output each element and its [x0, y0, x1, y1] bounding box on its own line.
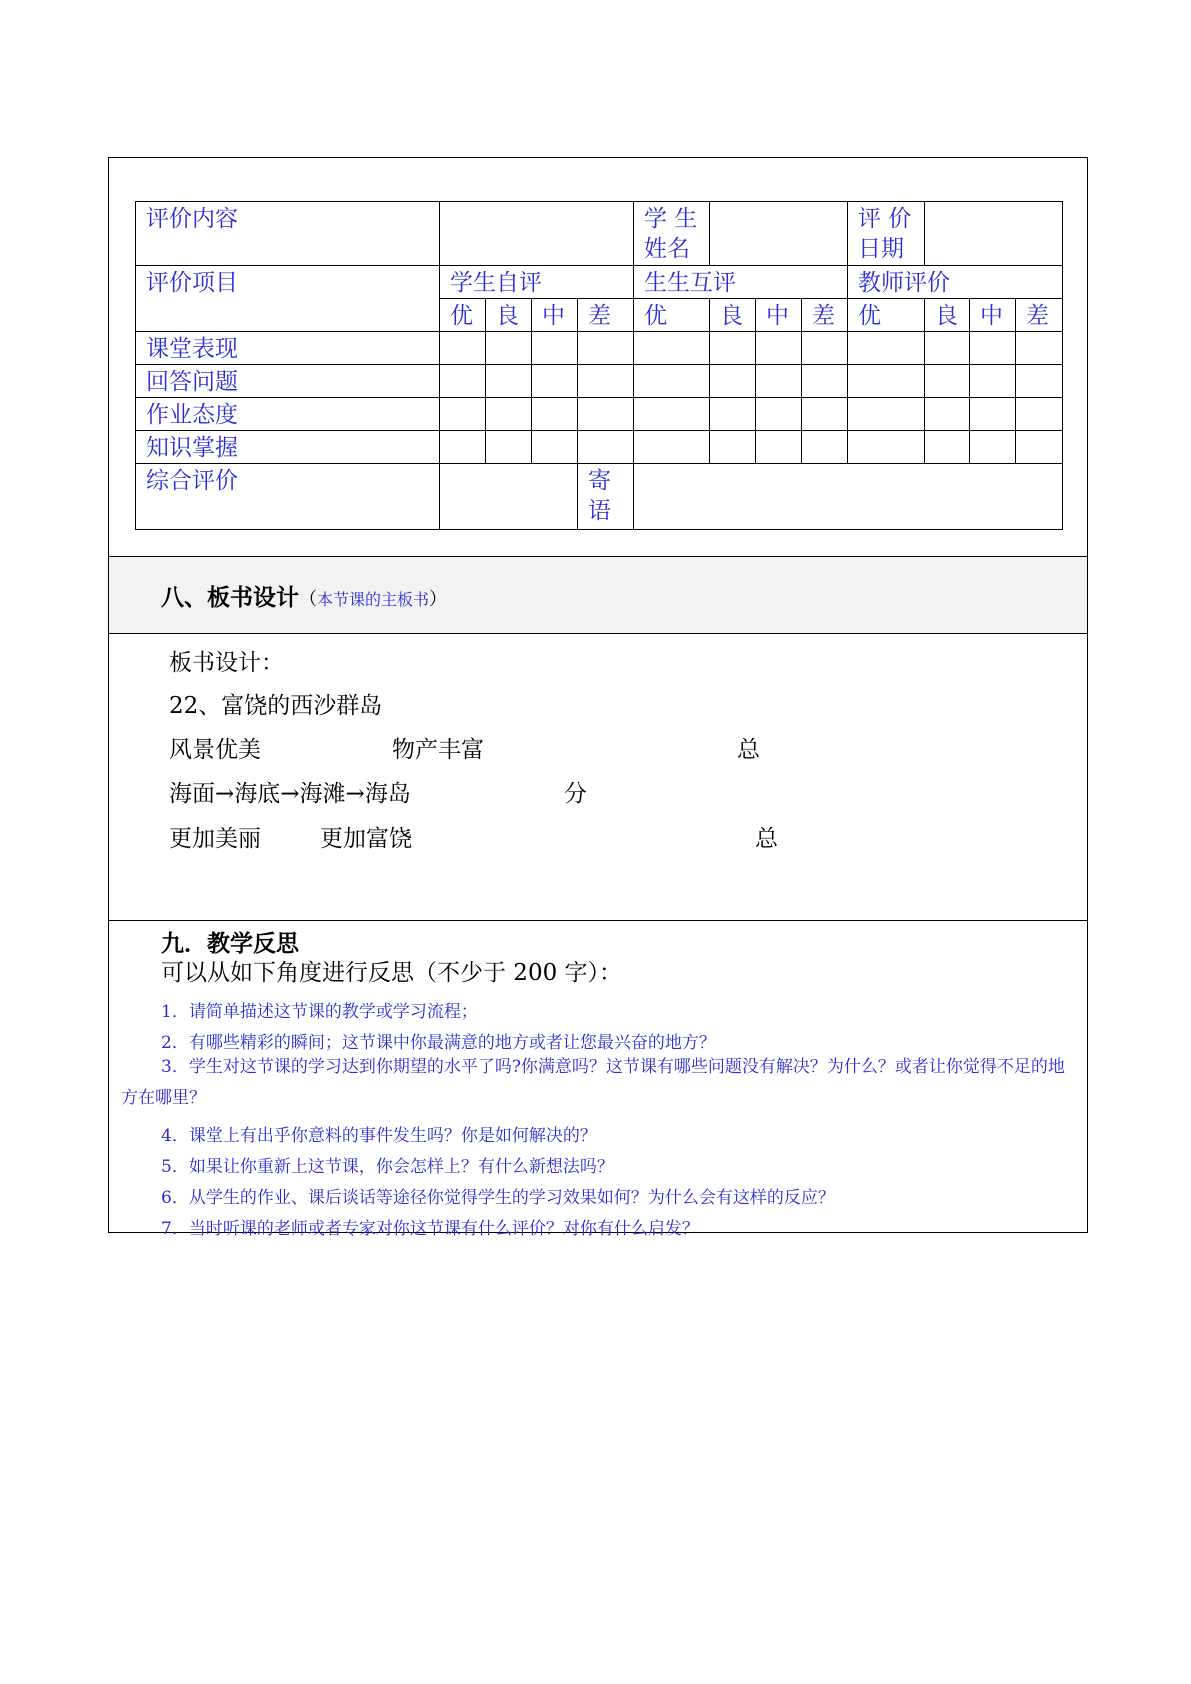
date-label: 评 价 日期	[848, 202, 925, 266]
grade-cell[interactable]	[1016, 332, 1063, 365]
grade-cell[interactable]	[848, 365, 925, 398]
row-label: 回答问题	[136, 365, 440, 398]
reflection-item: 3．学生对这节课的学习达到你期望的水平了吗?你满意吗？这节课有哪些问题没有解决？为什么？或者让你觉得不足的地方在哪里？	[121, 1057, 1065, 1108]
grade-cell[interactable]	[848, 332, 925, 365]
summary-value-cell[interactable]	[440, 464, 578, 530]
grade-cell[interactable]	[1016, 431, 1063, 464]
table-row	[136, 365, 1063, 398]
grade-cell[interactable]	[578, 365, 634, 398]
grade-cell[interactable]	[710, 431, 756, 464]
date-cell[interactable]	[925, 202, 1063, 266]
group-peer-eval: 生生互评	[634, 266, 848, 299]
reflection-item: 6．从学生的作业、课后谈话等途径你觉得学生的学习效果如何？为什么会有这样的反应？	[161, 1188, 835, 1208]
board-design-note: 本节课的主板书	[317, 590, 430, 609]
grade-cell[interactable]	[532, 398, 578, 431]
grade-poor: 差	[578, 299, 634, 332]
table-row	[136, 398, 1063, 431]
grade-average: 中	[756, 299, 802, 332]
table-row	[136, 431, 1063, 464]
grade-cell[interactable]	[486, 431, 532, 464]
grade-cell[interactable]	[440, 398, 486, 431]
grade-cell[interactable]	[802, 398, 848, 431]
message-label: 寄 语	[578, 464, 634, 530]
grade-cell[interactable]	[634, 431, 710, 464]
board-design-header	[109, 557, 1087, 634]
grade-cell[interactable]	[578, 398, 634, 431]
summary-label: 综合评价	[136, 464, 440, 530]
grade-cell[interactable]	[970, 365, 1016, 398]
grade-cell[interactable]	[756, 398, 802, 431]
grade-cell[interactable]	[925, 398, 970, 431]
grade-excellent: 优	[848, 299, 925, 332]
grade-good: 良	[486, 299, 532, 332]
reflection-item: 7．当时听课的老师或者专家对你这节课有什么评价？对你有什么启发？	[161, 1219, 699, 1239]
grade-excellent: 优	[634, 299, 710, 332]
grade-cell[interactable]	[578, 431, 634, 464]
reflection-item: 1．请简单描述这节课的教学或学习流程；	[161, 1002, 478, 1022]
row-label: 课堂表现	[136, 332, 440, 365]
student-name-label: 学 生 姓名	[634, 202, 710, 266]
grade-average: 中	[970, 299, 1016, 332]
reflection-title: 九．教学反思	[161, 930, 299, 957]
board-line-3a: 更加美丽	[169, 826, 261, 852]
grade-cell[interactable]	[756, 332, 802, 365]
grade-cell[interactable]	[710, 398, 756, 431]
grade-cell[interactable]	[578, 332, 634, 365]
grade-cell[interactable]	[710, 332, 756, 365]
message-cell[interactable]	[634, 464, 1063, 530]
grade-cell[interactable]	[1016, 398, 1063, 431]
grade-cell[interactable]	[486, 332, 532, 365]
board-line-2a: 海面→海底→海滩→海岛	[169, 781, 411, 807]
grade-cell[interactable]	[756, 365, 802, 398]
grade-cell[interactable]	[1016, 365, 1063, 398]
grade-cell[interactable]	[925, 431, 970, 464]
lesson-plan-frame	[108, 157, 1088, 1239]
grade-cell[interactable]	[634, 398, 710, 431]
grade-cell[interactable]	[970, 398, 1016, 431]
grade-cell[interactable]	[532, 431, 578, 464]
reflection-item: 2．有哪些精彩的瞬间；这节课中你最满意的地方或者让您最兴奋的地方？	[161, 1033, 716, 1053]
grade-cell[interactable]	[802, 365, 848, 398]
evaluation-section	[109, 158, 1087, 557]
grade-cell[interactable]	[440, 365, 486, 398]
reflection-item: 5．如果让你重新上这节课，你会怎样上？有什么新想法吗？	[161, 1157, 614, 1177]
board-line-1c: 总	[737, 737, 760, 763]
grade-cell[interactable]	[756, 431, 802, 464]
grade-cell[interactable]	[848, 431, 925, 464]
board-line-1b: 物产丰富	[392, 737, 484, 763]
content-label: 评价内容	[136, 202, 440, 266]
evaluation-table	[135, 201, 1063, 530]
grade-cell[interactable]	[486, 365, 532, 398]
board-line-3b: 更加富饶	[320, 826, 412, 852]
group-teacher-eval: 教师评价	[848, 266, 1063, 299]
grade-cell[interactable]	[440, 431, 486, 464]
grade-cell[interactable]	[802, 332, 848, 365]
grade-average: 中	[532, 299, 578, 332]
grade-cell[interactable]	[440, 332, 486, 365]
grade-good: 良	[925, 299, 970, 332]
board-label: 板书设计：	[169, 650, 284, 676]
grade-cell[interactable]	[634, 332, 710, 365]
grade-cell[interactable]	[970, 431, 1016, 464]
content-value-cell[interactable]	[440, 202, 634, 266]
grade-poor: 差	[1016, 299, 1063, 332]
grade-cell[interactable]	[532, 365, 578, 398]
board-design-content	[109, 634, 1087, 921]
grade-poor: 差	[802, 299, 848, 332]
row-label: 知识掌握	[136, 431, 440, 464]
grade-cell[interactable]	[925, 365, 970, 398]
grade-cell[interactable]	[710, 365, 756, 398]
reflection-intro: 可以从如下角度进行反思（不少于 200 字）：	[161, 960, 623, 986]
grade-cell[interactable]	[970, 332, 1016, 365]
grade-cell[interactable]	[486, 398, 532, 431]
grade-cell[interactable]	[848, 398, 925, 431]
grade-cell[interactable]	[634, 365, 710, 398]
row-label: 作业态度	[136, 398, 440, 431]
reflection-section	[109, 921, 1087, 1239]
grade-cell[interactable]	[532, 332, 578, 365]
grade-excellent: 优	[440, 299, 486, 332]
board-line-3c: 总	[755, 826, 778, 852]
reflection-item: 4．课堂上有出乎你意料的事件发生吗？你是如何解决的？	[161, 1126, 597, 1146]
board-line-1a: 风景优美	[169, 737, 261, 763]
grade-cell[interactable]	[802, 431, 848, 464]
board-design-title: 八、板书设计（本节课的主板书）	[161, 584, 448, 611]
table-row	[136, 332, 1063, 365]
group-self-eval: 学生自评	[440, 266, 634, 299]
student-name-cell[interactable]	[710, 202, 848, 266]
grade-cell[interactable]	[925, 332, 970, 365]
grade-good: 良	[710, 299, 756, 332]
lesson-title: 22、富饶的西沙群岛	[169, 693, 383, 719]
board-line-2b: 分	[564, 781, 587, 807]
item-label: 评价项目	[136, 266, 440, 332]
